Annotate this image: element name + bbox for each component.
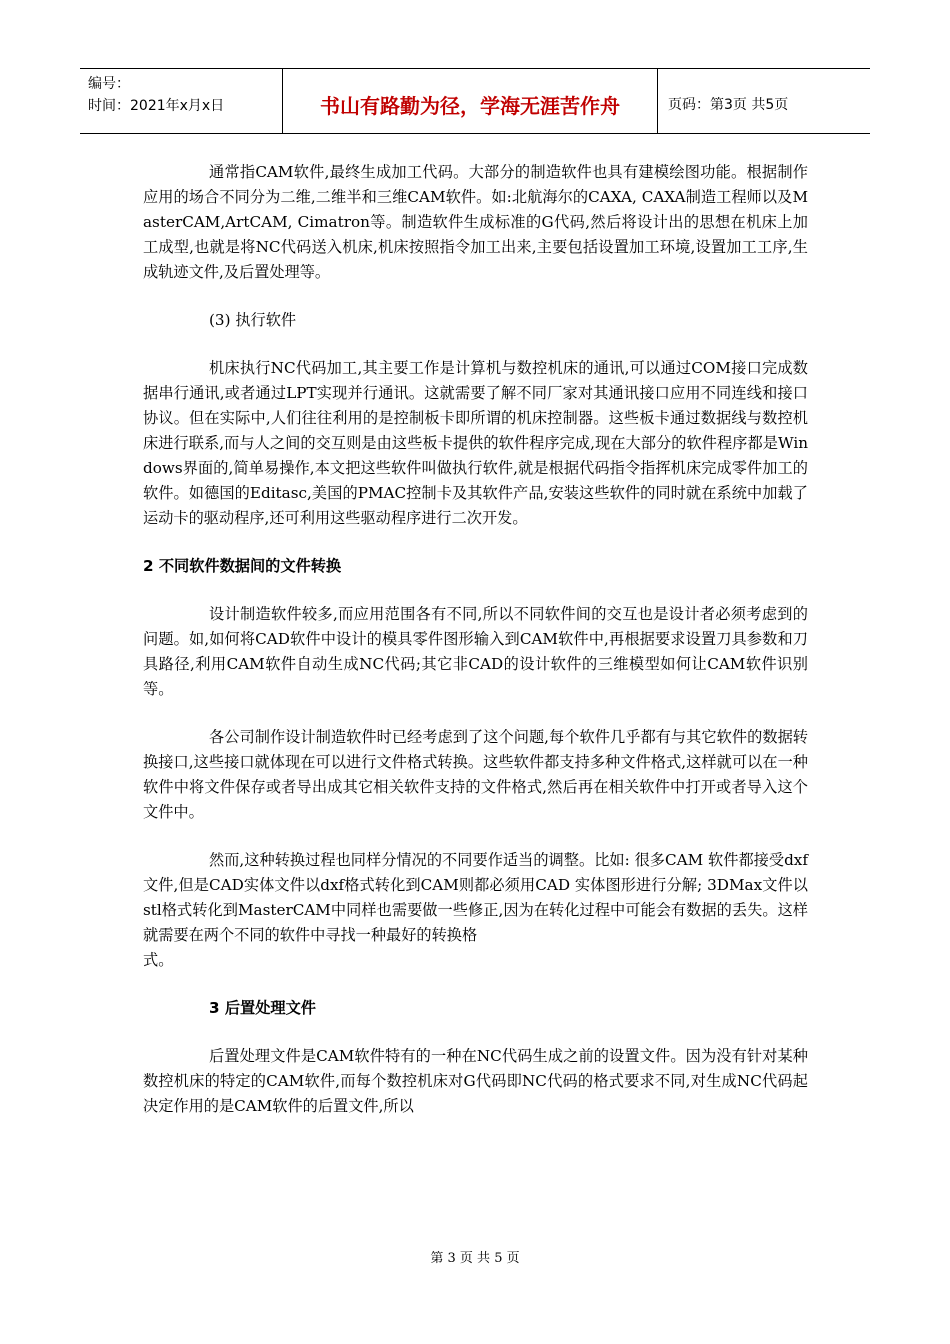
page-header — [80, 68, 870, 134]
document-body — [143, 160, 808, 1142]
paragraph-postprocessing: 后置处理文件是CAM软件特有的一种在NC代码生成之前的设置文件。因为没有针对某种数控机床的特定的CAM软件,而每个数控机床对G代码即NC代码的格式要求不同,对生成NC代码起决定作用的是CAM软件的后置文件,所以 — [143, 1047, 808, 1115]
paragraph-conversion-tail: 式。 — [143, 951, 174, 969]
paragraph-conversion-interfaces: 各公司制作设计制造软件时已经考虑到了这个问题,每个软件几乎都有与其它软件的数据转换接口,这些接口就体现在可以进行文件格式转换。这些软件都支持多种文件格式,这样就可以在一种软件中将文件保存或者导出成其它相关软件支持的文件格式,然后再在相关软件中打开或者导入这个文件中。 — [143, 728, 808, 821]
section-heading-postprocessing: 3 后置处理文件 — [209, 999, 316, 1017]
page-footer: 第 3 页 共 5 页 — [430, 1251, 520, 1266]
paragraph-conversion-adjustments: 然而,这种转换过程也同样分情况的不同要作适当的调整。比如: 很多CAM 软件都接受dxf文件,但是CAD实体文件以dxf格式转化到CAM则都必须用CAD 实体图形进行分解; 3DMax文件以stl格式转化到MasterCAM中同样也需要做一些修正,因为在转化过程中可能会有数据的丢失。这样就需要在两个不同的软件中寻找一种最好的转换格 — [143, 851, 808, 944]
document-time-label: 时间：2021年x月x日 — [88, 98, 225, 114]
paragraph-cam-software: 通常指CAM软件,最终生成加工代码。大部分的制造软件也具有建模绘图功能。根据制作应用的场合不同分为二维,二维半和三维CAM软件。如:北航海尔的CAXA, CAXA制造工程师以及MasterCAM,ArtCAM, Cimatron等。制造软件生成标准的G代码,然后将设计出的思想在机床上加工成型,也就是将NC代码送入机床,机床按照指令加工出来,主要包括设置加工环境,设置加工工序,生成轨迹文件,及后置处理等。 — [143, 163, 808, 281]
document-number-label: 编号： — [88, 76, 130, 92]
header-motto: 书山有路勤为径，学海无涯苦作舟 — [283, 69, 658, 133]
header-page-info: 页码：第3页 共5页 — [668, 97, 789, 113]
paragraph-execution-software: 机床执行NC代码加工,其主要工作是计算机与数控机床的通讯,可以通过COM接口完成数据串行通讯,或者通过LPT实现并行通讯。这就需要了解不同厂家对其通讯接口应用不同连线和接口协议。但在实际中,人们往往利用的是控制板卡即所谓的机床控制器。这些板卡通过数据线与数控机床进行联系,而与人之间的交互则是由这些板卡提供的软件程序完成,现在大部分的软件程序都是Windows界面的,简单易操作,本文把这些软件叫做执行软件,就是根据代码指令指挥机床完成零件加工的软件。如德国的Editasc,美国的PMAC控制卡及其软件产品,安装这些软件的同时就在系统中加载了运动卡的驱动程序,还可利用这些驱动程序进行二次开发。 — [143, 359, 808, 527]
subheading-execution-software: (3) 执行软件 — [209, 311, 297, 329]
section-heading-file-conversion: 2 不同软件数据间的文件转换 — [143, 557, 342, 575]
paragraph-conversion-intro: 设计制造软件较多,而应用范围各有不同,所以不同软件间的交互也是设计者必须考虑到的问题。如,如何将CAD软件中设计的模具零件图形输入到CAM软件中,再根据要求设置刀具参数和刀具路径,利用CAM软件自动生成NC代码;其它非CAD的设计软件的三维模型如何让CAM软件识别等。 — [143, 605, 808, 698]
header-meta — [80, 69, 283, 133]
